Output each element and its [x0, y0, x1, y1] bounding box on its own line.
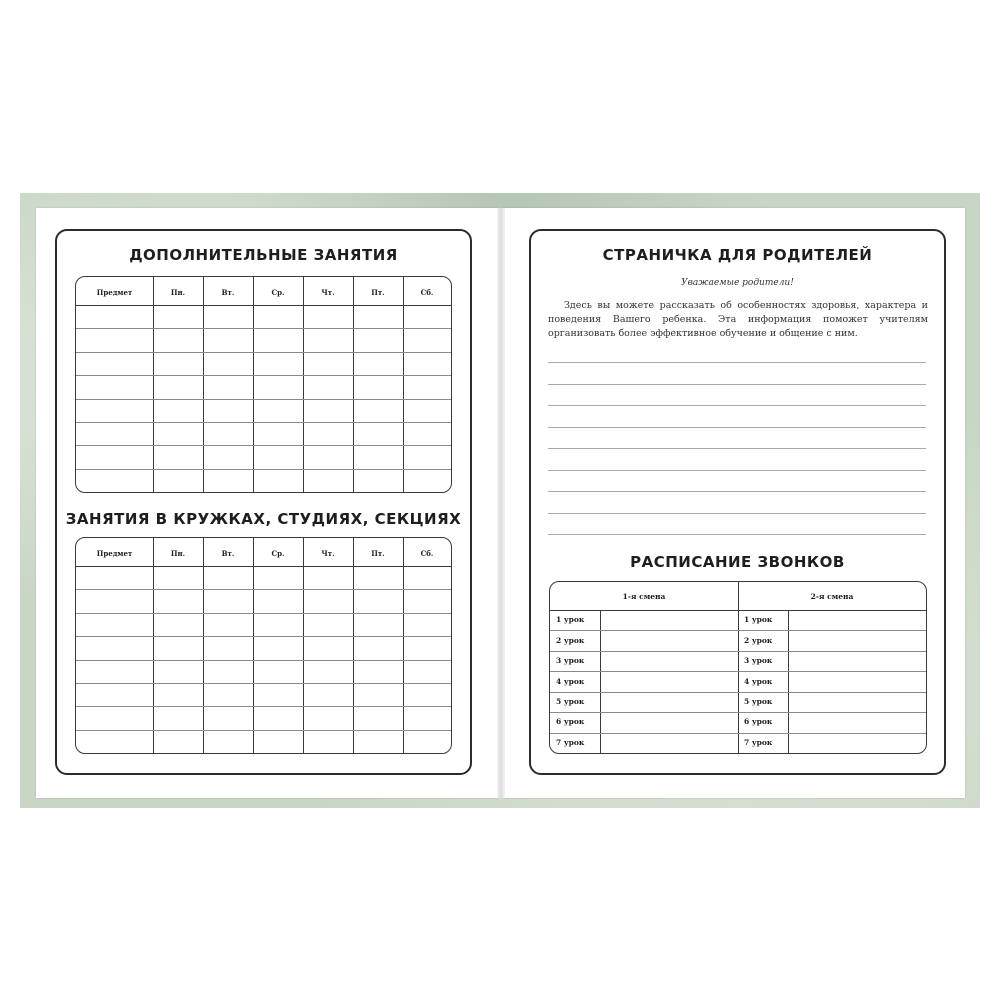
- table-row-line: [76, 399, 451, 400]
- lesson-label: 5 урок: [556, 696, 585, 706]
- table-header-cell: Вт.: [221, 288, 235, 297]
- lesson-label: 1 урок: [556, 615, 585, 625]
- table-header-cell: Ср.: [271, 549, 285, 558]
- table-row-line: [76, 730, 451, 731]
- table-row-line: [76, 469, 451, 470]
- table-row-line: [76, 613, 451, 614]
- extra-classes-title: ДОПОЛНИТЕЛЬНЫЕ ЗАНЯТИЯ: [129, 246, 398, 264]
- table-row-line: [550, 651, 926, 652]
- writing-line: [548, 491, 926, 492]
- table-header-cell: Вт.: [221, 549, 235, 558]
- page-gutter: [497, 208, 505, 798]
- table-row-line: [76, 422, 451, 423]
- table-column-divider: [253, 277, 254, 492]
- extra-classes-table: [75, 276, 452, 493]
- table-row-line: [76, 636, 451, 637]
- table-column-divider: [153, 277, 154, 492]
- parents-text: Здесь вы можете рассказать об особенностях здоровья, характера и поведения Вашего ребенка. Эта информация поможет учителям организовать более эффективное обучение и общение с ним.: [548, 300, 928, 339]
- table-header-cell: Сб.: [420, 549, 434, 558]
- lesson-label: 1 урок: [744, 615, 773, 625]
- writing-line: [548, 448, 926, 449]
- table-row-line: [76, 352, 451, 353]
- table-row-line: [550, 630, 926, 631]
- table-column-divider: [303, 538, 304, 753]
- writing-line: [548, 405, 926, 406]
- shift-2-header: 2-я смена: [810, 592, 854, 601]
- writing-line: [548, 427, 926, 428]
- writing-line: [548, 470, 926, 471]
- table-column-divider: [303, 277, 304, 492]
- lesson-label: 2 урок: [556, 635, 585, 645]
- table-row-line: [550, 671, 926, 672]
- table-header-cell: Предмет: [96, 549, 133, 558]
- table-column-divider: [153, 538, 154, 753]
- table-row-line: [76, 328, 451, 329]
- table-header-divider: [550, 610, 926, 611]
- table-header-cell: Пт.: [371, 288, 385, 297]
- lesson-label: 5 урок: [744, 696, 773, 706]
- table-header-cell: Чт.: [321, 288, 335, 297]
- table-column-divider: [403, 538, 404, 753]
- lesson-label: 3 урок: [556, 656, 585, 666]
- table-header-cell: Предмет: [96, 288, 133, 297]
- lesson-label: 4 урок: [556, 676, 585, 686]
- lesson-label: 7 урок: [556, 737, 585, 747]
- bell-schedule-title: РАСПИСАНИЕ ЗВОНКОВ: [630, 553, 845, 571]
- writing-line: [548, 513, 926, 514]
- writing-line: [548, 534, 926, 535]
- shift-1-header: 1-я смена: [622, 592, 666, 601]
- lesson-label: 6 урок: [556, 717, 585, 727]
- lesson-label-divider: [788, 610, 789, 753]
- clubs-title: ЗАНЯТИЯ В КРУЖКАХ, СТУДИЯХ, СЕКЦИЯХ: [65, 510, 462, 528]
- table-column-divider: [253, 538, 254, 753]
- bell-schedule-table: [549, 581, 927, 754]
- lesson-label: 2 урок: [744, 635, 773, 645]
- table-header-divider: [76, 566, 451, 567]
- lesson-label: 3 урок: [744, 656, 773, 666]
- lesson-label: 6 урок: [744, 717, 773, 727]
- clubs-table: [75, 537, 452, 754]
- table-header-cell: Пн.: [170, 288, 186, 297]
- lesson-label: 4 урок: [744, 676, 773, 686]
- table-column-divider: [403, 277, 404, 492]
- table-row-line: [76, 589, 451, 590]
- table-header-cell: Пн.: [170, 549, 186, 558]
- table-header-cell: Пт.: [371, 549, 385, 558]
- shift-divider: [738, 582, 739, 753]
- table-row-line: [76, 445, 451, 446]
- table-header-divider: [76, 305, 451, 306]
- table-row-line: [550, 733, 926, 734]
- table-column-divider: [353, 538, 354, 753]
- table-header-cell: Ср.: [271, 288, 285, 297]
- table-column-divider: [353, 277, 354, 492]
- table-row-line: [76, 683, 451, 684]
- table-column-divider: [203, 277, 204, 492]
- table-column-divider: [203, 538, 204, 753]
- table-row-line: [76, 706, 451, 707]
- table-row-line: [550, 692, 926, 693]
- lesson-label-divider: [600, 610, 601, 753]
- table-row-line: [76, 660, 451, 661]
- parents-page-title: СТРАНИЧКА ДЛЯ РОДИТЕЛЕЙ: [602, 246, 873, 264]
- table-header-cell: Чт.: [321, 549, 335, 558]
- table-row-line: [76, 375, 451, 376]
- writing-line: [548, 384, 926, 385]
- table-header-cell: Сб.: [420, 288, 434, 297]
- writing-line: [548, 362, 926, 363]
- lesson-label: 7 урок: [744, 737, 773, 747]
- table-row-line: [550, 712, 926, 713]
- parents-greeting: Уважаемые родители!: [681, 278, 794, 288]
